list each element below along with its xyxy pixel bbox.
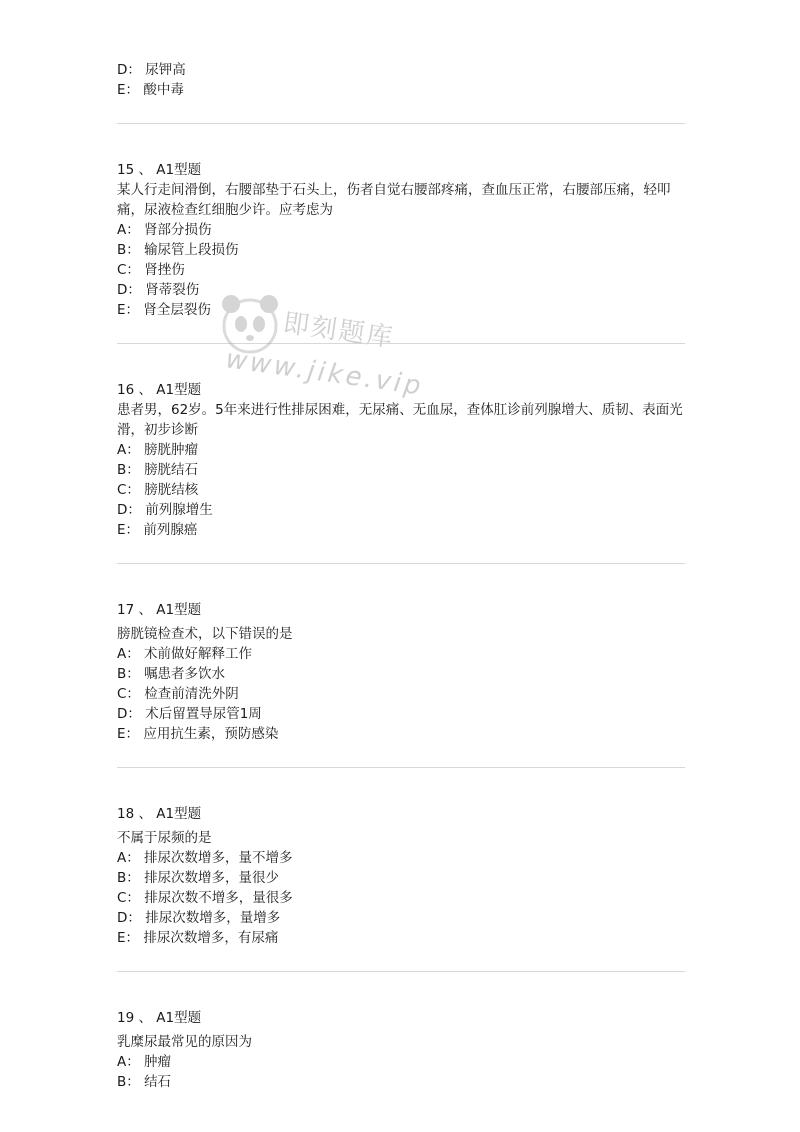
prev-question-tail (117, 60, 685, 100)
option-row (117, 848, 685, 868)
question-header: 17 、 A1型题 (117, 602, 202, 618)
option-row (117, 1052, 685, 1072)
option-key: B： (117, 462, 140, 478)
option-text: 膀胱肿瘤 (144, 442, 199, 458)
option-row (117, 724, 685, 744)
option-text: 肾全层裂伤 (143, 302, 211, 318)
option-key: D： (117, 910, 141, 926)
watermark-text: 即刻题库 (281, 308, 397, 354)
option-text: 前列腺增生 (145, 502, 213, 518)
option-row (117, 240, 685, 260)
option-key: C： (117, 890, 140, 906)
option-key: D： (117, 282, 141, 298)
option-row (117, 60, 685, 80)
option-text: 输尿管上段损伤 (144, 242, 239, 258)
option-text: 肾蒂裂伤 (145, 282, 200, 298)
option-row (117, 460, 685, 480)
divider (117, 971, 685, 972)
option-text: 排尿次数不增多，量很多 (144, 890, 293, 906)
question-stem: 膀胱镜检查术，以下错误的是 (117, 626, 293, 642)
question-stem: 患者男，62岁。5年来进行性排尿困难，无尿痛、无血尿，查体肛诊前列腺增大、质韧、表面光滑，初步诊断 (117, 402, 683, 438)
option-text: 前列腺癌 (143, 522, 198, 538)
document-page (117, 60, 685, 1092)
option-text: 结石 (144, 1074, 172, 1090)
option-row (117, 300, 685, 320)
question-header: 18 、 A1型题 (117, 806, 202, 822)
divider (117, 343, 685, 344)
option-text: 排尿次数增多，量增多 (145, 910, 281, 926)
option-key: C： (117, 482, 140, 498)
option-key: B： (117, 666, 140, 682)
option-key: E： (117, 522, 140, 538)
option-key: D： (117, 62, 141, 78)
option-key: E： (117, 302, 140, 318)
option-row (117, 664, 685, 684)
option-text: 排尿次数增多，量不增多 (144, 850, 293, 866)
option-key: A： (117, 850, 140, 866)
question-stem: 某人行走间滑倒，右腰部垫于石头上，伤者自觉右腰部疼痛，查血压正常，右腰部压痛，轻叩痛，尿液检查红细胞少许。应考虑为 (117, 182, 671, 218)
option-text: 酸中毒 (143, 82, 184, 98)
question-15 (117, 160, 685, 320)
option-row (117, 684, 685, 704)
option-row (117, 908, 685, 928)
option-text: 术后留置导尿管1周 (145, 706, 262, 722)
question-19 (117, 1008, 685, 1092)
option-text: 排尿次数增多，有尿痛 (143, 930, 279, 946)
option-row (117, 500, 685, 520)
option-row (117, 644, 685, 664)
option-text: 嘱患者多饮水 (144, 666, 226, 682)
option-text: 肿瘤 (144, 1054, 172, 1070)
option-row (117, 520, 685, 540)
option-text: 膀胱结石 (144, 462, 199, 478)
option-key: C： (117, 686, 140, 702)
question-header: 16 、 A1型题 (117, 382, 202, 398)
option-text: 肾部分损伤 (144, 222, 212, 238)
option-row (117, 888, 685, 908)
option-row (117, 260, 685, 280)
option-row (117, 1072, 685, 1092)
option-row (117, 220, 685, 240)
divider (117, 123, 685, 124)
option-key: B： (117, 1074, 140, 1090)
option-row (117, 928, 685, 948)
option-row (117, 280, 685, 300)
question-stem: 乳糜尿最常见的原因为 (117, 1034, 252, 1050)
watermark-url: www.jike.vip (223, 344, 426, 402)
question-header: 15 、 A1型题 (117, 162, 202, 178)
option-row (117, 440, 685, 460)
question-header: 19 、 A1型题 (117, 1010, 202, 1026)
option-text: 应用抗生素，预防感染 (143, 726, 279, 742)
option-key: A： (117, 1054, 140, 1070)
option-key: A： (117, 222, 140, 238)
option-key: E： (117, 82, 140, 98)
option-key: D： (117, 706, 141, 722)
option-key: E： (117, 726, 140, 742)
question-17 (117, 600, 685, 744)
option-text: 膀胱结核 (144, 482, 199, 498)
option-key: A： (117, 442, 140, 458)
option-key: D： (117, 502, 141, 518)
option-row (117, 868, 685, 888)
question-16 (117, 380, 685, 540)
option-key: B： (117, 242, 140, 258)
option-text: 检查前清洗外阴 (144, 686, 239, 702)
option-key: E： (117, 930, 140, 946)
question-stem: 不属于尿频的是 (117, 830, 212, 846)
option-key: A： (117, 646, 140, 662)
option-text: 尿钾高 (145, 62, 186, 78)
option-text: 排尿次数增多，量很少 (144, 870, 280, 886)
divider (117, 563, 685, 564)
option-key: B： (117, 870, 140, 886)
option-row (117, 704, 685, 724)
option-key: C： (117, 262, 140, 278)
question-18 (117, 804, 685, 948)
option-text: 肾挫伤 (144, 262, 185, 278)
option-text: 术前做好解释工作 (144, 646, 253, 662)
option-row (117, 80, 685, 100)
option-row (117, 480, 685, 500)
divider (117, 767, 685, 768)
